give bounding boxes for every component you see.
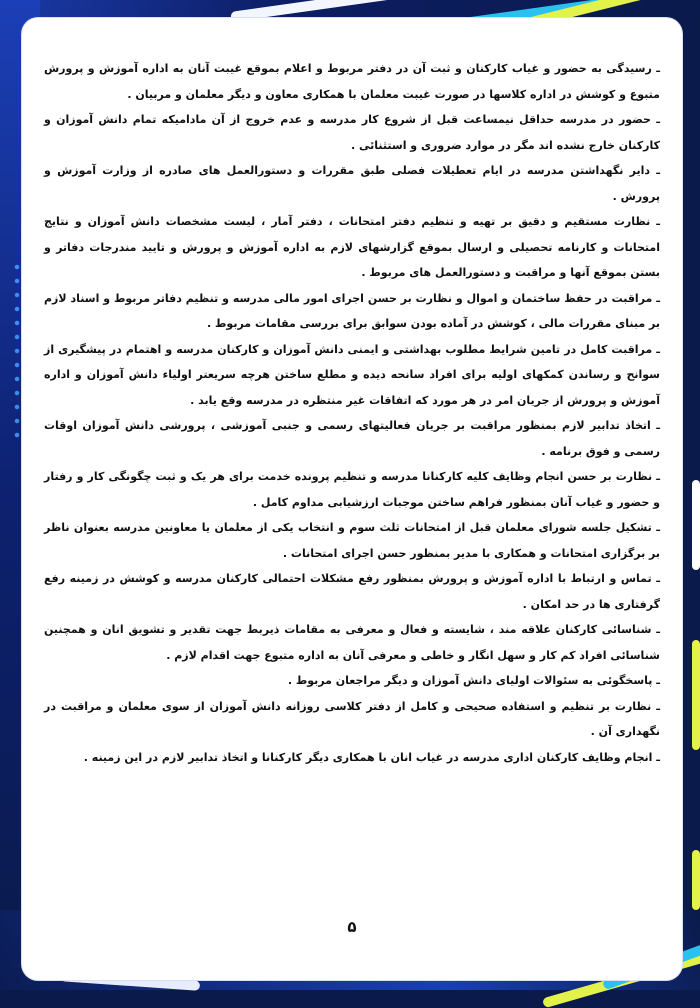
duties-list <box>44 56 660 770</box>
right-accent-yellow-lower <box>692 850 700 910</box>
duty-paragraph: ـ حضور در مدرسه حداقل نیمساعت قبل از شروع کار مدرسه و عدم خروج از آن مادامیکه تمام دانش آموزان و کارکنان خارج نشده اند مگر در موارد ضروری و استثنائی . <box>44 113 660 152</box>
page-number: ۵ <box>347 918 357 936</box>
duty-paragraph: ـ پاسخگوئی به سئوالات اولیای دانش آموزان و دیگر مراجعان مربوط . <box>287 674 660 687</box>
duty-paragraph: ـ مراقبت کامل در تامین شرایط مطلوب بهداشتی و ایمنی دانش آموزان و کارکنان مدرسه و اهتمام در پیشگیری از سوانح و رساندن کمکهای اولیه برای افراد سانحه دیده و مطلع ساختن هرچه سریعتر اولیاء دانش آموزان و اداره آموزش و پرورش از جریان امر در هر مورد که اتفاقات غیر منتظره در مدرسه وقع یابد . <box>44 342 660 407</box>
duty-paragraph: ـ مراقبت در حفظ ساختمان و اموال و نظارت بر حسن اجرای امور مالی مدرسه و تنظیم دفاتر مربوط و اسناد لازم بر مبنای مقررات مالی ، کوشش در آماده بودن سوابق برای بررسی مقامات مربوط . <box>44 291 660 330</box>
right-accent-yellow <box>692 640 700 750</box>
duty-paragraph: ـ تماس و ارتباط با اداره آموزش و پرورش بمنظور رفع مشکلات احتمالی کارکنان مدرسه و کوشش در زمینه رفع گرفتاری ها در حد امکان . <box>44 572 660 611</box>
duty-paragraph: ـ دایر نگهداشتن مدرسه در ایام تعطیلات فصلی طبق مقررات و دستورالعمل های صادره از وزارت آموزش و پرورش . <box>44 164 660 203</box>
duty-paragraph: ـ شناسائی کارکنان علاقه مند ، شایسته و فعال و معرفی به مقامات ذیربط جهت تقدیر و تشویق انان و همچنین شناسائی افراد کم کار و سهل انگار و خاطی و معرفی آنان به اداره متبوع جهت اقدام لازم . <box>44 623 660 662</box>
duty-paragraph: ـ نظارت بر حسن انجام وظایف کلیه کارکنانا مدرسه و تنظیم پرونده خدمت برای هر یک و ثبت چگونگی کار و رفتار و حضور و غیاب آنان بمنظور فراهم ساختن موجبات ارزشیابی مداوم کامل . <box>44 470 660 509</box>
document-page <box>22 18 682 980</box>
right-accent-white <box>692 480 700 570</box>
duty-paragraph: ـ نظارت بر تنظیم و استفاده صحیحی و کامل از دفتر کلاسی روزانه دانش آموزان از سوی معلمان و مراقبت در نگهداری آن . <box>44 699 660 738</box>
duty-paragraph: ـ نظارت مستقیم و دقیق بر تهیه و تنظیم دفتر امتحانات ، دفتر آمار ، لیست مشخصات دانش آموزان و نتایج امتحانات و کارنامه تحصیلی و ارسال بموقع گزارشهای لازم به اداره آموزش و پرورش و تایید مندرجات دفاتر و بستن بموقع آنها و مراقبت و دستورالعمل های مربوط . <box>44 215 660 279</box>
duty-paragraph: ـ اتخاذ تدابیر لازم بمنظور مراقبت بر جریان فعالیتهای رسمی و جنبی آموزشی ، پرورشی دانش آموزان اوقات رسمی و فوق برنامه . <box>44 419 660 458</box>
duty-paragraph: ـ انجام وظایف کارکنان اداری مدرسه در غیاب انان با همکاری دیگر کارکنانا و اتخاذ تدابیر لازم در این زمینه . <box>83 750 660 764</box>
duty-paragraph: ـ تشکیل جلسه شورای معلمان قبل از امتحانات ثلث سوم و انتخاب یکی از معلمان یا معاونین مدرسه بعنوان ناظر بر برگزاری امتحانات و همکاری با مدیر بمنظور حسن اجرای امتحانات . <box>44 521 660 560</box>
duty-paragraph: ـ رسیدگی به حضور و غیاب کارکنان و ثبت آن در دفتر مربوط و اعلام بموقع غیبت آنان به اداره آموزش و پرورش متبوع و کوشش در اداره کلاسها در صورت غیبت معلمان با همکاری معاون و دیگر معلمان و مربیان . <box>44 62 660 101</box>
